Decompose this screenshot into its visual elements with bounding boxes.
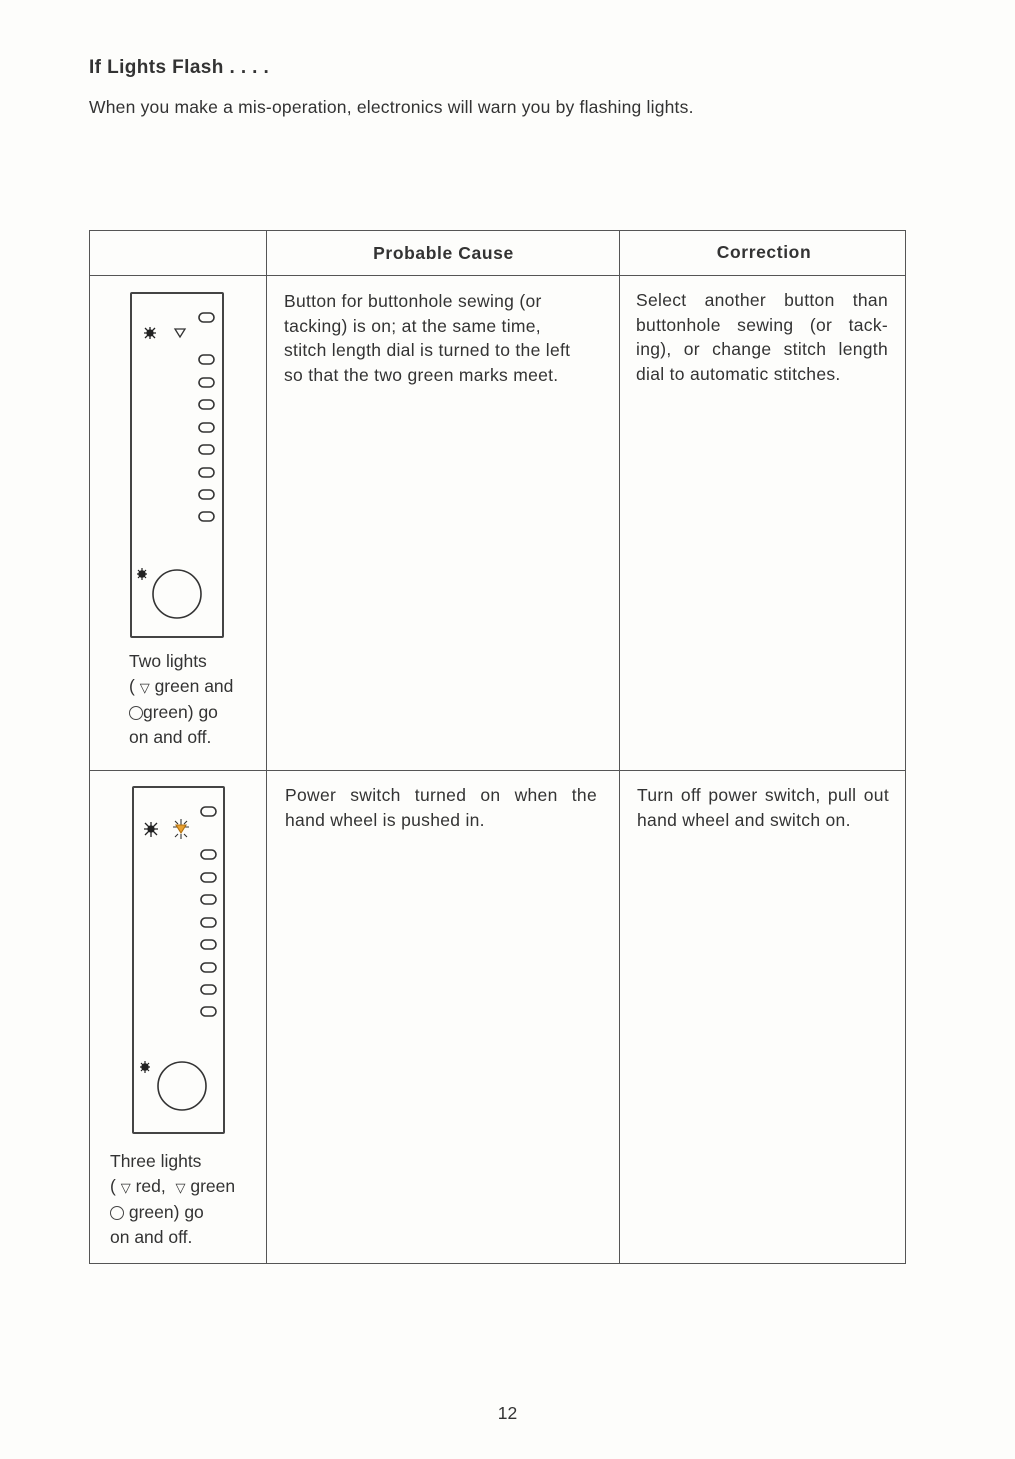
page-number: 12: [497, 1403, 518, 1423]
panel-lights-1: [132, 294, 222, 636]
row1-caption: Two lights ( ▽ green and green) go on and off.: [129, 651, 234, 747]
control-panel-illustration-2: [132, 786, 225, 1134]
triangle-indicator-icon: [175, 329, 185, 337]
flashing-light-icon: [140, 1061, 150, 1073]
flashing-triangle-icon: [173, 819, 189, 839]
flashing-light-icon: [137, 568, 147, 580]
intro-text: When you make a mis-operation, electronics will warn you by flashing lights.: [89, 97, 694, 117]
header-probable-cause: Probable Cause: [373, 243, 514, 263]
row1-cause: Button for buttonhole sewing (or tacking) is on; at the same time, stitch length dial is turned to the left so that the two green marks meet.: [284, 291, 571, 385]
indicator-lamps: [201, 807, 216, 1016]
column-divider: [619, 231, 620, 1263]
round-button-icon: [158, 1062, 206, 1110]
row2-caption: Three lights ( ▽ red, ▽ green green) go on and off.: [110, 1151, 236, 1247]
flashing-light-icon: [144, 822, 158, 837]
control-panel-illustration-1: [130, 292, 224, 638]
header-correction: Correction: [716, 242, 812, 262]
round-button-icon: [153, 570, 201, 618]
row1-correction: Select another button than buttonhole sewing (or tack-ing), or change stitch length dial to automatic stitches.: [636, 290, 888, 384]
row2-correction: Turn off power switch, pull out hand wheel and switch on.: [637, 785, 889, 830]
row-divider: [90, 770, 905, 771]
circle-lamp-icon: [110, 1206, 124, 1220]
circle-lamp-icon: [129, 706, 143, 720]
page-heading: If Lights Flash . . . .: [89, 57, 270, 78]
warning-lights-table: [89, 230, 906, 1264]
row2-cause: Power switch turned on when the hand wheel is pushed in.: [285, 785, 597, 830]
panel-lights-2: [134, 788, 223, 1132]
flashing-light-icon: [144, 327, 156, 339]
indicator-lamps: [199, 313, 214, 521]
header-divider: [90, 275, 905, 276]
column-divider: [266, 231, 267, 1263]
